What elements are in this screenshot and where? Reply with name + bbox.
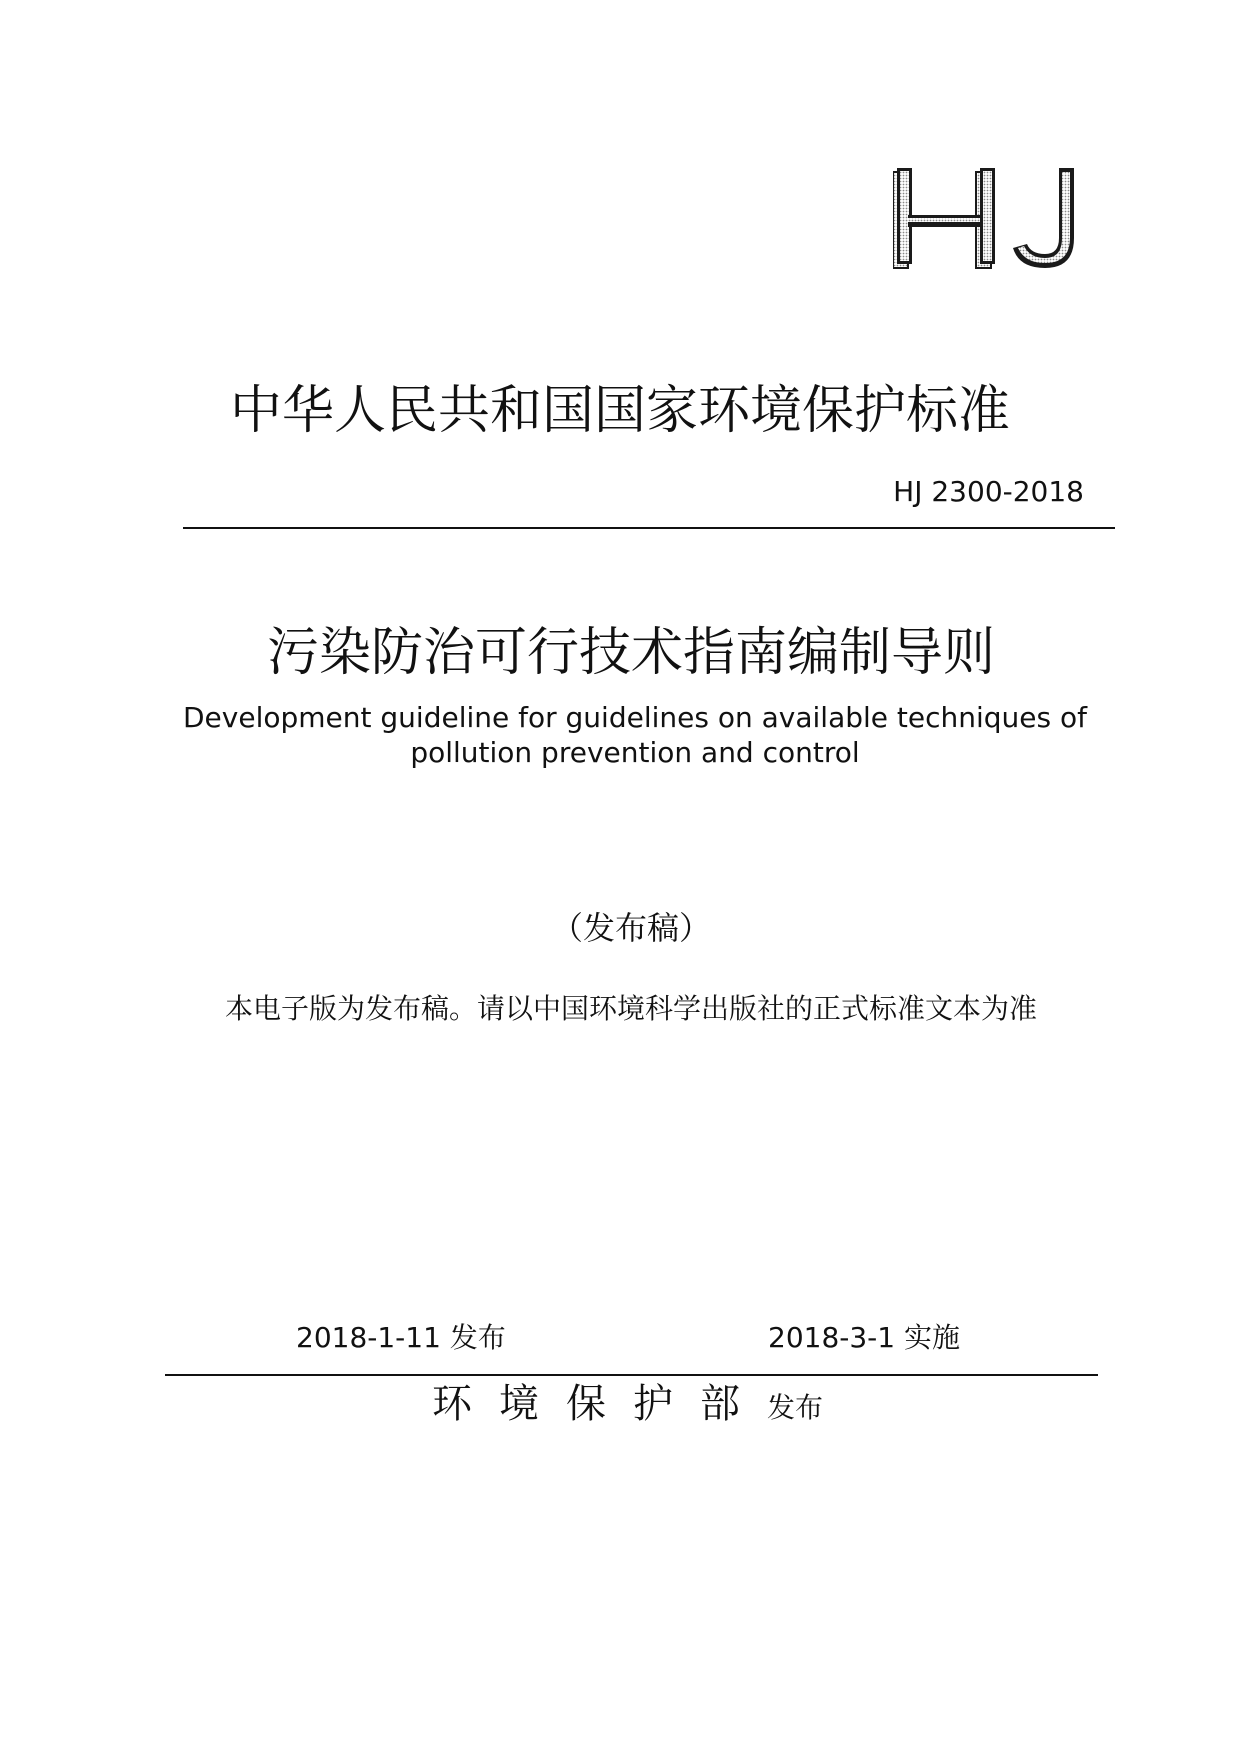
header-divider bbox=[183, 527, 1115, 529]
issue-date: 2018-1-11 发布 bbox=[296, 1321, 506, 1354]
document-title-chinese: 污染防治可行技术指南编制导则 bbox=[266, 623, 995, 683]
standard-category-title: 中华人民共和国国家环境保护标准 bbox=[229, 381, 1010, 441]
effective-date: 2018-3-1 实施 bbox=[768, 1321, 960, 1354]
issuing-authority bbox=[432, 1378, 823, 1438]
hj-logo-graphic bbox=[893, 168, 1085, 274]
edition-notice: 本电子版为发布稿。请以中国环境科学出版社的正式标准文本为准 bbox=[224, 992, 1037, 1025]
hj-logo bbox=[893, 168, 1085, 274]
issuer-name: 环境保护部 bbox=[432, 1381, 767, 1427]
document-title-english: Development guideline for guidelines on available techniques of pollution prevention and control bbox=[183, 701, 1087, 769]
draft-label: （发布稿） bbox=[550, 909, 711, 947]
standard-code: HJ 2300-2018 bbox=[893, 475, 1084, 508]
footer-divider bbox=[165, 1374, 1098, 1376]
issuer-suffix: 发布 bbox=[767, 1391, 824, 1424]
